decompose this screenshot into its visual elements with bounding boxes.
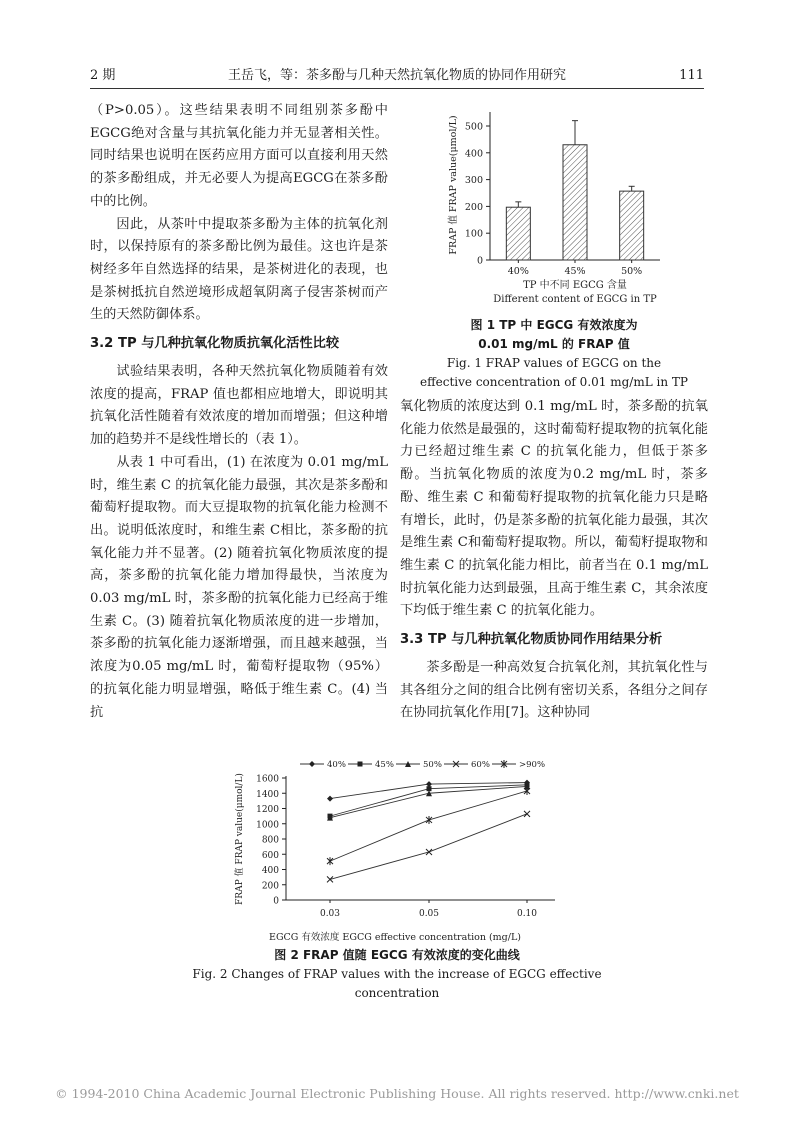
y-tick-label: 1000 [256, 820, 279, 831]
data-point [524, 787, 530, 795]
y-tick-label: 0 [476, 255, 483, 267]
y-tick-label: 300 [464, 175, 483, 187]
legend-label: >90% [519, 760, 546, 770]
data-point [524, 811, 530, 817]
y-axis-label: FRAP 值 FRAP value(μmol/L) [235, 773, 245, 905]
y-tick-label: 200 [464, 201, 483, 213]
legend-label: 40% [327, 760, 346, 770]
caption-en: Fig. 1 FRAP values of EGCG on the [446, 356, 662, 370]
y-tick-label: 400 [261, 866, 279, 876]
paragraph: 茶多酚是一种高效复合抗氧化剂，其抗氧化性与其各组分之间的组合比例有密切关系，各组分之间存在协同抗氧化作用[7]。这种协同 [400, 660, 708, 721]
paragraph: 试验结果表明，各种天然抗氧化物质随着有效浓度的提高，FRAP 值也都相应地增大，即说明其抗氧化活性随着有效浓度的增加而增强；但这种增加的趋势并不是线性增长的（表 1）。 [90, 364, 388, 448]
figure-2-caption [150, 946, 644, 1003]
running-header [90, 66, 704, 89]
y-tick-label: 1200 [256, 805, 279, 815]
series-line [327, 787, 530, 865]
paragraph: （P>0.05）。这些结果表明不同组别茶多酚中EGCG绝对含量与其抗氧化能力并无显著相关性。同时结果也说明在医药应用方面可以直接利用天然的茶多酚组成，并无必要人为提高EGCG在茶多酚中的比例。 [90, 103, 388, 209]
data-point [327, 796, 333, 802]
y-tick-label: 0 [273, 896, 279, 907]
x-tick-label: 0.03 [319, 909, 341, 919]
paragraph: 从表 1 中可看出，(1) 在浓度为 0.01 mg/mL时，维生素 C 的抗氧化能力最强，其次是茶多酚和葡萄籽提取物。而大豆提取物的抗氧化能力检测不出。说明低浓度时，和维生素 C相比，茶多酚的抗氧化能力并不显著。(2) 随着抗氧化物质浓度的提高，茶多酚的抗氧化能力增加得最快，当浓度为 0.03 mg/mL 时，茶多酚的抗氧化能力已经高于维生素 C。(3) 随着抗氧化物质浓度的进一步增加，茶多酚的抗氧化能力逐渐增强，而且越来越强，当浓度为0.05 mg/mL 时，葡萄籽提取物（95%）的抗氧化能力明显增强，略低于维生素 C。(4) 当抗 [90, 454, 388, 720]
caption-en: effective concentration of 0.01 mg/mL in TP [420, 375, 688, 389]
caption-cn: 0.01 mg/mL 的 FRAP 值 [478, 337, 630, 351]
x-axis-label: EGCG 有效浓度 EGCG effective concentration (mg/L) [269, 932, 521, 943]
y-tick-label: 600 [261, 850, 279, 861]
legend-label: 60% [471, 760, 490, 770]
y-tick-label: 400 [464, 148, 483, 160]
data-point [327, 857, 333, 865]
section-heading: 3.2 TP 与几种抗氧化物质抗氧化活性比较 [90, 336, 340, 352]
data-point [327, 876, 333, 882]
y-tick-label: 500 [464, 121, 483, 133]
y-tick-label: 1600 [256, 774, 279, 785]
x-tick-label: 50% [621, 266, 643, 277]
y-tick-label: 100 [464, 228, 483, 240]
x-tick-label: 0.10 [516, 909, 538, 919]
caption-cn: 图 2 FRAP 值随 EGCG 有效浓度的变化曲线 [274, 948, 520, 962]
figure-1-bar-chart [400, 104, 708, 314]
bar [620, 191, 644, 260]
y-tick-label: 800 [261, 835, 279, 846]
left-column [90, 100, 388, 724]
copyright-footer: © 1994-2010 China Academic Journal Electronic Publishing House. All rights reserved. http://www.cnki.net [55, 1086, 739, 1101]
data-point [358, 762, 363, 767]
legend-label: 45% [375, 760, 394, 770]
figure-2-line-chart [230, 758, 560, 943]
figure-1-caption [400, 316, 708, 392]
x-tick-label: 45% [564, 266, 586, 277]
data-point [426, 849, 432, 855]
x-tick-label: 40% [507, 266, 529, 277]
legend [300, 760, 545, 770]
paragraph: 因此，从茶叶中提取茶多酚为主体的抗氧化剂时，以保持原有的茶多酚比例为最佳。这也许是茶树经多年自然选择的结果，是茶树进化的表现，也是茶树抵抗自然逆境形成超氧阴离子侵害茶树而产生的天然防御体系。 [90, 216, 388, 323]
legend-label: 50% [423, 760, 442, 770]
bar [563, 145, 587, 260]
issue-number: 2 期 [90, 68, 116, 83]
running-title: 王岳飞，等：茶多酚与几种天然抗氧化物质的协同作用研究 [227, 68, 566, 83]
series-line [328, 782, 530, 818]
x-axis-label: TP 中不同 EGCG 含量 [523, 280, 627, 291]
data-point [426, 816, 432, 824]
right-column [400, 396, 708, 725]
y-tick-label: 200 [261, 881, 279, 892]
x-tick-label: 0.05 [418, 909, 440, 919]
caption-en: Fig. 2 Changes of FRAP values with the increase of EGCG effective concentration [192, 967, 602, 1000]
page-number: 111 [679, 68, 704, 83]
series-path [330, 791, 527, 861]
section-heading: 3.3 TP 与几种抗氧化物质协同作用结果分析 [400, 632, 663, 648]
y-tick-label: 1400 [256, 789, 279, 800]
x-axis-label: Different content of EGCG in TP [493, 294, 657, 305]
caption-cn: 图 1 TP 中 EGCG 有效浓度为 [470, 318, 638, 332]
data-point [309, 761, 315, 767]
paragraph: 氧化物质的浓度达到 0.1 mg/mL 时，茶多酚的抗氧化能力依然是最强的，这时葡萄籽提取物的抗氧化能力已经超过维生素 C 的抗氧化能力，但低于茶多酚。当抗氧化物质的浓度为0.2 mg/mL 时，茶多酚、维生素 C 和葡萄籽提取物的抗氧化能力只是略有增长，此时，仍是茶多酚的抗氧化能力最强，其次是维生素 C和葡萄籽提取物。所以，葡萄籽提取物和维生素 C 的抗氧化能力相比，前者当在 0.1 mg/mL时抗氧化能力达到最强，且高于维生素 C，其余浓度下均低于维生素 C 的抗氧化能力。 [400, 399, 708, 619]
y-axis-label: FRAP 值 FRAP value(μmol/L) [448, 115, 459, 255]
bar [506, 207, 530, 260]
